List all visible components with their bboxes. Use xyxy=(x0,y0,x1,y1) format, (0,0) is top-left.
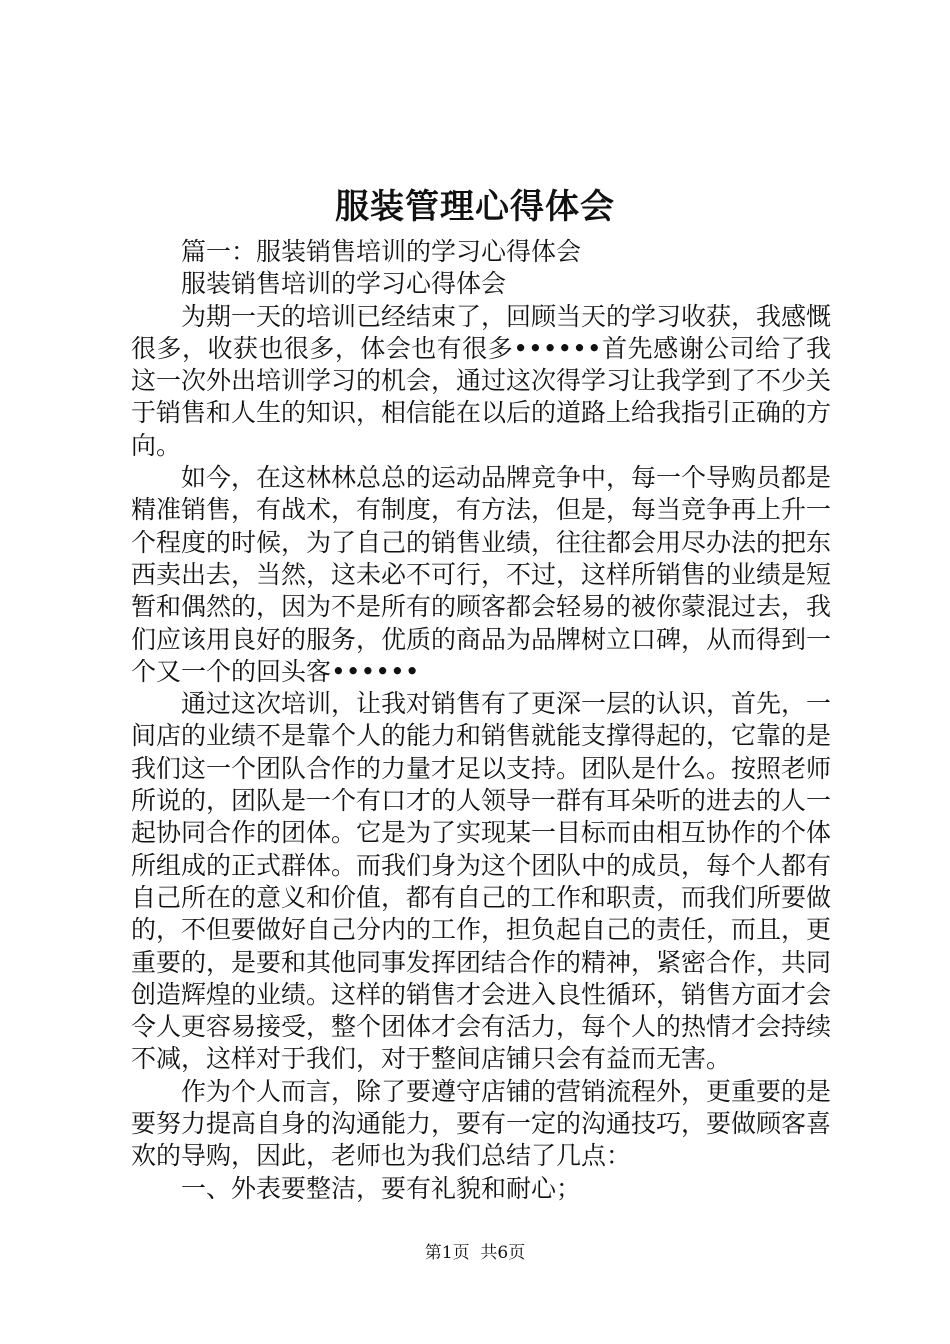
page-number: 第1页 xyxy=(424,1243,470,1263)
page-total: 共6页 xyxy=(480,1243,526,1263)
section-heading: 篇一：服装销售培训的学习心得体会 xyxy=(181,237,582,266)
document-title: 服装管理心得体会 xyxy=(335,187,615,227)
list-item: 一、外表要整洁，要有礼貌和耐心； xyxy=(181,1173,582,1203)
body-paragraph: 作为个人而言，除了要遵守店铺的营销流程外，更重要的是要努力提高自身的沟通能力，要有一定的沟通技巧，要做顾客喜欢的导购，因此，老师也为我们总结了几点： xyxy=(131,1076,832,1171)
body-paragraph: 为期一天的培训已经结束了，回顾当天的学习收获，我感慨很多，收获也很多，体会也有很多••••••首先感谢公司给了我这一次外出培训学习的机会，通过这次得学习让我学到了不少关于销售和人生的知识，相信能在以后的道路上给我指引正确的方向。 xyxy=(131,301,832,460)
body-paragraph: 如今，在这林林总总的运动品牌竞争中，每一个导购员都是精准销售，有战术，有制度，有方法，但是，每当竞争再上升一个程度的时候，为了自己的销售业绩，往往都会用尽办法的把东西卖出去，当然，这未必不可行，不过，这样所销售的业绩是短暂和偶然的，因为不是所有的顾客都会轻易的被你蒙混过去，我们应该用良好的服务，优质的商品为品牌树立口碑，从而得到一个又一个的回头客•••••• xyxy=(131,463,832,686)
document-body xyxy=(131,236,831,1205)
body-paragraph: 通过这次培训，让我对销售有了更深一层的认识，首先，一间店的业绩不是靠个人的能力和销售就能支撑得起的，它靠的是我们这一个团队合作的力量才足以支持。团队是什么。按照老师所说的，团队是一个有口才的人领导一群有耳朵听的进去的人一起协同合作的团体。它是为了实现某一目标而由相互协作的个体所组成的正式群体。而我们身为这个团队中的成员，每个人都有自己所在的意义和价值，都有自己的工作和职责，而我们所要做的，不但要做好自己分内的工作，担负起自己的责任，而且，更重要的，是要和其他同事发挥团结合作的精神，紧密合作，共同创造辉煌的业绩。这样的销售才会进入良性循环，销售方面才会令人更容易接受，整个团体才会有活力，每个人的热情才会持续不减，这样对于我们，对于整间店铺只会有益而无害。 xyxy=(131,689,832,1074)
article-subtitle: 服装销售培训的学习心得体会 xyxy=(181,269,507,299)
page-footer xyxy=(0,1241,950,1265)
